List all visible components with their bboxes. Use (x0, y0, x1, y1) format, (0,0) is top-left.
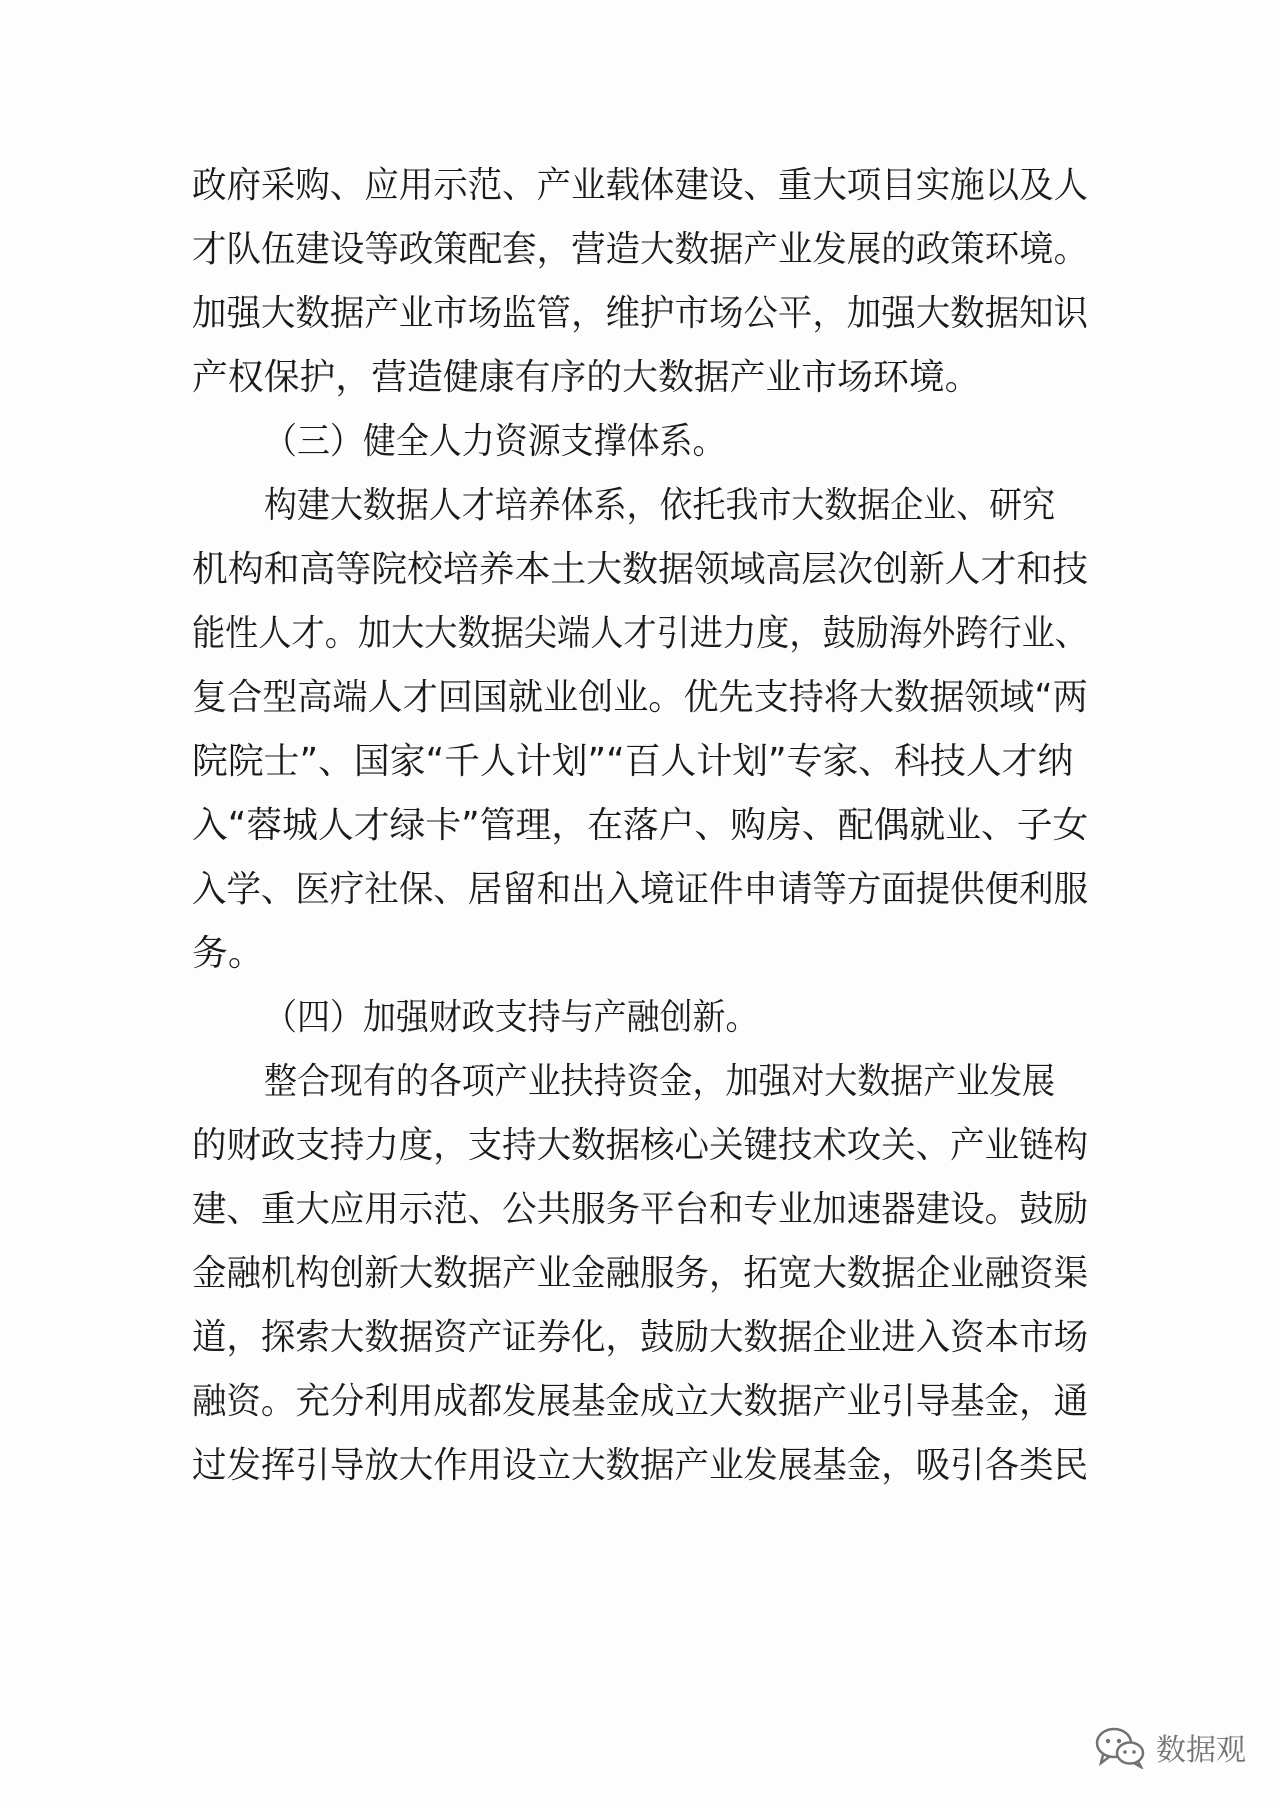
text-line: 的财政支持力度，支持大数据核心关键技术攻关、产业链构 (192, 1125, 1089, 1166)
text-line: 院院士”、国家“千人计划”“百人计划”专家、科技人才纳 (192, 741, 1074, 782)
text-line: 能性人才。加大大数据尖端人才引进力度，鼓励海外跨行业、 (192, 613, 1089, 654)
watermark-text: 数据观 (1156, 1733, 1246, 1768)
text-line: 入“蓉城人才绿卡”管理，在落户、购房、配偶就业、子女 (192, 805, 1089, 846)
text-line: 才队伍建设等政策配套，营造大数据产业发展的政策环境。 (192, 229, 1089, 270)
text-line: 产权保护，营造健康有序的大数据产业市场环境。 (192, 357, 981, 398)
text-line: 机构和高等院校培养本土大数据领域高层次创新人才和技 (192, 549, 1089, 590)
paragraph-start: 构建大数据人才培养体系，依托我市大数据企业、研究 (264, 485, 1056, 526)
text-line: 复合型高端人才回国就业创业。优先支持将大数据领域“两 (192, 677, 1088, 718)
text-line: 融资。充分利用成都发展基金成立大数据产业引导基金，通 (192, 1381, 1089, 1422)
text-line: 加强大数据产业市场监管，维护市场公平，加强大数据知识 (192, 293, 1089, 334)
text-line: 建、重大应用示范、公共服务平台和专业加速器建设。鼓励 (192, 1189, 1089, 1230)
text-line: 道，探索大数据资产证券化，鼓励大数据企业进入资本市场 (192, 1317, 1089, 1358)
paragraph-start: 整合现有的各项产业扶持资金，加强对大数据产业发展 (264, 1061, 1056, 1102)
text-line: 金融机构创新大数据产业金融服务，拓宽大数据企业融资渠 (192, 1253, 1089, 1294)
text-line: 务。 (192, 933, 264, 974)
wechat-icon (1094, 1725, 1146, 1769)
section-heading: （四）加强财政支持与产融创新。 (264, 997, 759, 1038)
text-line: 过发挥引导放大作用设立大数据产业发展基金，吸引各类民 (192, 1445, 1089, 1486)
text-line: 政府采购、应用示范、产业载体建设、重大项目实施以及人 (192, 165, 1089, 206)
text-line: 入学、医疗社保、居留和出入境证件申请等方面提供便利服 (192, 869, 1089, 910)
watermark (1094, 1725, 1246, 1769)
section-heading: （三）健全人力资源支撑体系。 (264, 421, 726, 462)
